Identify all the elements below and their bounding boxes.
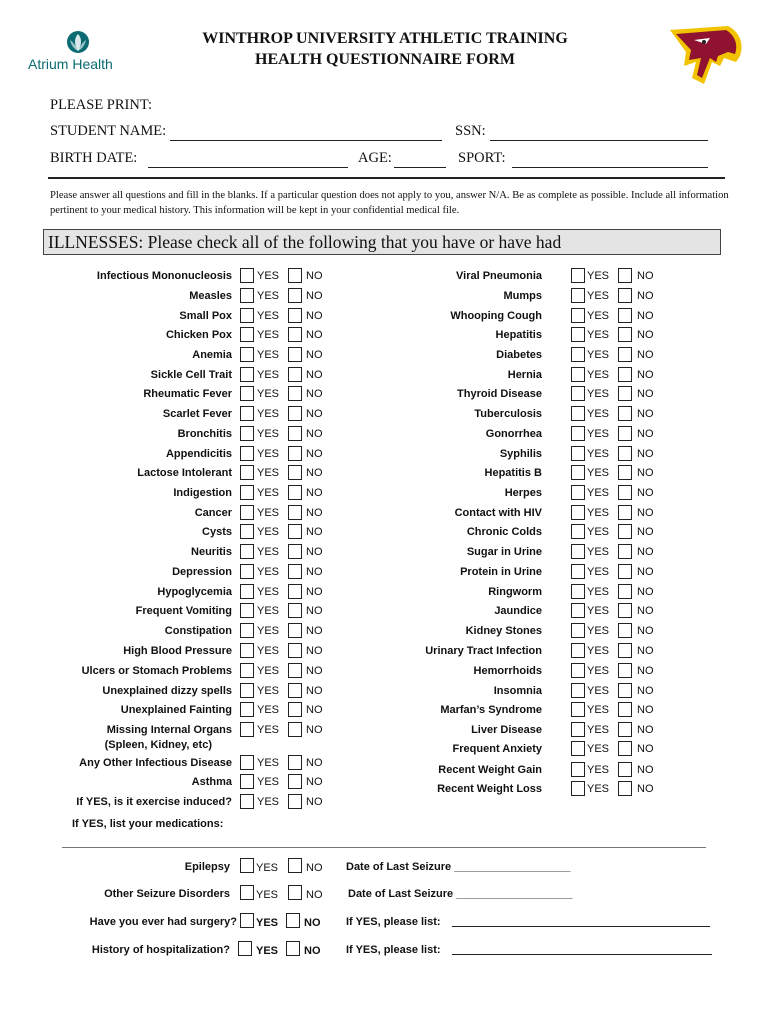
yes-label: YES bbox=[257, 704, 280, 716]
illness-label: Bronchitis bbox=[177, 428, 232, 440]
no-label: NO bbox=[637, 625, 654, 637]
yes-checkbox[interactable] bbox=[571, 564, 585, 579]
no-label: NO bbox=[637, 369, 654, 381]
yes-checkbox[interactable] bbox=[571, 485, 585, 500]
yes-checkbox[interactable] bbox=[571, 367, 585, 382]
yes-label: YES bbox=[257, 685, 280, 697]
yes-label: YES bbox=[587, 685, 610, 697]
yes-label: YES bbox=[587, 743, 610, 755]
no-label: NO bbox=[637, 566, 654, 578]
illness-row-right bbox=[0, 288, 770, 306]
yes-checkbox[interactable] bbox=[571, 683, 585, 698]
yes-checkbox[interactable] bbox=[571, 386, 585, 401]
hospitalization-no-label: NO bbox=[304, 945, 321, 957]
medications-label: If YES, list your medications: bbox=[72, 818, 224, 830]
yes-checkbox[interactable] bbox=[571, 762, 585, 777]
hospitalization-no-checkbox[interactable] bbox=[286, 941, 300, 956]
no-label: NO bbox=[306, 724, 323, 736]
no-label: NO bbox=[306, 388, 323, 400]
illness-row-right bbox=[0, 762, 770, 780]
illness-row-right bbox=[0, 741, 770, 759]
yes-checkbox[interactable] bbox=[571, 741, 585, 756]
yes-label: YES bbox=[257, 605, 280, 617]
illness-label: Frequent Vomiting bbox=[135, 605, 232, 617]
no-label: NO bbox=[637, 743, 654, 755]
yes-label: YES bbox=[257, 349, 280, 361]
student-name-field[interactable] bbox=[170, 126, 442, 141]
medications-line[interactable] bbox=[62, 847, 706, 848]
no-label: NO bbox=[306, 329, 323, 341]
no-label: NO bbox=[306, 369, 323, 381]
no-label: NO bbox=[637, 310, 654, 322]
yes-label: YES bbox=[257, 724, 280, 736]
hospitalization-yes-label: YES bbox=[256, 945, 279, 957]
no-checkbox[interactable] bbox=[618, 386, 632, 401]
no-label: NO bbox=[306, 625, 323, 637]
illness-label: Recent Weight Gain bbox=[438, 764, 542, 776]
no-label: NO bbox=[637, 428, 654, 440]
winthrop-eagle-logo bbox=[666, 22, 746, 90]
eagle-head-icon bbox=[666, 22, 746, 90]
yes-label: YES bbox=[257, 388, 280, 400]
no-label: NO bbox=[306, 645, 323, 657]
no-label: NO bbox=[306, 349, 323, 361]
illness-label: Anemia bbox=[192, 349, 232, 361]
illness-label: Infectious Mononucleosis bbox=[96, 270, 232, 282]
yes-label: YES bbox=[587, 408, 610, 420]
no-label: NO bbox=[637, 764, 654, 776]
epilepsy-no-checkbox[interactable] bbox=[288, 858, 302, 873]
illness-label: Viral Pneumonia bbox=[456, 270, 542, 282]
no-label: NO bbox=[306, 665, 323, 677]
illness-label: Whooping Cough bbox=[450, 310, 542, 322]
yes-label: YES bbox=[587, 665, 610, 677]
other-seizure-no-label: NO bbox=[306, 889, 323, 901]
illness-label: Sickle Cell Trait bbox=[150, 369, 232, 381]
no-label: NO bbox=[306, 428, 323, 440]
illness-label: Rheumatic Fever bbox=[143, 388, 232, 400]
no-label: NO bbox=[637, 685, 654, 697]
no-checkbox[interactable] bbox=[618, 781, 632, 796]
yes-checkbox[interactable] bbox=[571, 722, 585, 737]
no-label: NO bbox=[637, 487, 654, 499]
no-label: NO bbox=[637, 704, 654, 716]
yes-label: YES bbox=[587, 546, 610, 558]
illness-row-right bbox=[0, 603, 770, 621]
hospitalization-list-label: If YES, please list: bbox=[346, 944, 441, 956]
illness-label: Scarlet Fever bbox=[162, 408, 232, 420]
sport-label: SPORT: bbox=[458, 150, 506, 166]
yes-label: YES bbox=[257, 290, 280, 302]
no-label: NO bbox=[637, 448, 654, 460]
illness-label: Constipation bbox=[164, 625, 232, 637]
yes-label: YES bbox=[587, 586, 610, 598]
no-label: NO bbox=[637, 388, 654, 400]
no-label: NO bbox=[306, 270, 323, 282]
no-checkbox[interactable] bbox=[618, 584, 632, 599]
illness-label: Lactose Intolerant bbox=[137, 467, 232, 479]
no-label: NO bbox=[637, 467, 654, 479]
no-checkbox[interactable] bbox=[618, 623, 632, 638]
epilepsy-label: Epilepsy bbox=[184, 861, 230, 873]
no-checkbox[interactable] bbox=[618, 367, 632, 382]
illness-row-right bbox=[0, 781, 770, 799]
illness-label: Missing Internal Organs bbox=[106, 724, 232, 736]
yes-label: YES bbox=[257, 546, 280, 558]
illness-label: Kidney Stones bbox=[465, 625, 542, 637]
illness-label: Depression bbox=[172, 566, 232, 578]
no-checkbox[interactable] bbox=[618, 406, 632, 421]
illness-label: Mumps bbox=[503, 290, 542, 302]
yes-label: YES bbox=[587, 329, 610, 341]
yes-label: YES bbox=[257, 757, 280, 769]
illness-label: Tuberculosis bbox=[474, 408, 542, 420]
yes-checkbox[interactable] bbox=[571, 446, 585, 461]
surgery-list-label: If YES, please list: bbox=[346, 916, 441, 928]
yes-checkbox[interactable] bbox=[571, 524, 585, 539]
illness-label: If YES, is it exercise induced? bbox=[76, 796, 232, 808]
yes-checkbox[interactable] bbox=[571, 505, 585, 520]
no-label: NO bbox=[637, 408, 654, 420]
yes-label: YES bbox=[587, 270, 610, 282]
yes-checkbox[interactable] bbox=[571, 465, 585, 480]
no-checkbox[interactable] bbox=[618, 505, 632, 520]
yes-checkbox[interactable] bbox=[571, 603, 585, 618]
no-label: NO bbox=[637, 605, 654, 617]
yes-checkbox[interactable] bbox=[571, 781, 585, 796]
yes-checkbox[interactable] bbox=[571, 347, 585, 362]
epilepsy-yes-label: YES bbox=[256, 862, 279, 874]
yes-label: YES bbox=[587, 645, 610, 657]
yes-label: YES bbox=[587, 467, 610, 479]
illness-row-right bbox=[0, 406, 770, 424]
surgery-no-checkbox[interactable] bbox=[286, 913, 300, 928]
no-checkbox[interactable] bbox=[618, 762, 632, 777]
no-label: NO bbox=[306, 566, 323, 578]
no-checkbox[interactable] bbox=[618, 446, 632, 461]
illness-row-right bbox=[0, 702, 770, 720]
epilepsy-yes-checkbox[interactable] bbox=[240, 858, 254, 873]
illness-label: Chronic Colds bbox=[466, 526, 542, 538]
surgery-no-label: NO bbox=[304, 917, 321, 929]
no-label: NO bbox=[306, 408, 323, 420]
no-label: NO bbox=[306, 507, 323, 519]
illness-row-right bbox=[0, 465, 770, 483]
please-print-label: PLEASE PRINT: bbox=[50, 97, 152, 113]
no-checkbox[interactable] bbox=[618, 347, 632, 362]
no-checkbox[interactable] bbox=[618, 327, 632, 342]
no-checkbox[interactable] bbox=[618, 683, 632, 698]
epilepsy-no-label: NO bbox=[306, 862, 323, 874]
yes-label: YES bbox=[257, 467, 280, 479]
illness-label: Thyroid Disease bbox=[457, 388, 542, 400]
illness-label: Protein in Urine bbox=[460, 566, 542, 578]
illness-label: Hemorrhoids bbox=[473, 665, 542, 677]
illness-row-right bbox=[0, 584, 770, 602]
illness-label: Appendicitis bbox=[165, 448, 232, 460]
illness-label: Indigestion bbox=[173, 487, 232, 499]
no-checkbox[interactable] bbox=[618, 643, 632, 658]
yes-checkbox[interactable] bbox=[571, 268, 585, 283]
no-label: NO bbox=[637, 546, 654, 558]
no-label: NO bbox=[637, 290, 654, 302]
yes-label: YES bbox=[257, 507, 280, 519]
hospitalization-label: History of hospitalization? bbox=[91, 944, 230, 956]
seizure-date-2[interactable]: Date of Last Seizure ___________________ bbox=[348, 888, 573, 900]
no-label: NO bbox=[306, 448, 323, 460]
no-label: NO bbox=[637, 526, 654, 538]
yes-checkbox[interactable] bbox=[571, 544, 585, 559]
illness-row-right bbox=[0, 544, 770, 562]
yes-checkbox[interactable] bbox=[571, 288, 585, 303]
yes-label: YES bbox=[257, 776, 280, 788]
missing-organs-sublabel: (Spleen, Kidney, etc) bbox=[104, 739, 212, 751]
no-label: NO bbox=[306, 487, 323, 499]
illness-label: Frequent Anxiety bbox=[452, 743, 542, 755]
yes-checkbox[interactable] bbox=[571, 584, 585, 599]
no-checkbox[interactable] bbox=[618, 288, 632, 303]
illness-label: Marfan’s Syndrome bbox=[440, 704, 542, 716]
surgery-yes-label: YES bbox=[256, 917, 279, 929]
no-checkbox[interactable] bbox=[618, 524, 632, 539]
illness-row-right bbox=[0, 564, 770, 582]
yes-label: YES bbox=[257, 329, 280, 341]
illness-label: Liver Disease bbox=[471, 724, 542, 736]
yes-checkbox[interactable] bbox=[571, 643, 585, 658]
yes-label: YES bbox=[587, 310, 610, 322]
illness-label: Sugar in Urine bbox=[466, 546, 542, 558]
illness-label: Jaundice bbox=[494, 605, 542, 617]
illness-row-right bbox=[0, 623, 770, 641]
illness-label: Cancer bbox=[194, 507, 232, 519]
yes-label: YES bbox=[587, 487, 610, 499]
illness-row-right bbox=[0, 683, 770, 701]
no-checkbox[interactable] bbox=[618, 426, 632, 441]
yes-label: YES bbox=[587, 507, 610, 519]
yes-label: YES bbox=[587, 724, 610, 736]
other-seizure-no-checkbox[interactable] bbox=[288, 885, 302, 900]
no-checkbox[interactable] bbox=[618, 544, 632, 559]
illness-row-right bbox=[0, 524, 770, 542]
illness-label: Hernia bbox=[507, 369, 542, 381]
illness-row-right bbox=[0, 485, 770, 503]
illness-label: Insomnia bbox=[493, 685, 542, 697]
yes-label: YES bbox=[257, 408, 280, 420]
no-label: NO bbox=[306, 310, 323, 322]
yes-label: YES bbox=[257, 796, 280, 808]
illness-row-right bbox=[0, 446, 770, 464]
illness-label: High Blood Pressure bbox=[123, 645, 232, 657]
illness-label: Ringworm bbox=[488, 586, 542, 598]
sport-field[interactable] bbox=[512, 153, 708, 168]
illness-row-right bbox=[0, 327, 770, 345]
illness-row-right bbox=[0, 505, 770, 523]
illness-label: Hepatitis bbox=[495, 329, 542, 341]
no-label: NO bbox=[637, 645, 654, 657]
yes-label: YES bbox=[257, 566, 280, 578]
illness-row-right bbox=[0, 347, 770, 365]
illness-row-right bbox=[0, 386, 770, 404]
yes-label: YES bbox=[257, 270, 280, 282]
no-checkbox[interactable] bbox=[618, 741, 632, 756]
no-label: NO bbox=[637, 724, 654, 736]
yes-label: YES bbox=[587, 369, 610, 381]
surgery-yes-checkbox[interactable] bbox=[240, 913, 254, 928]
no-checkbox[interactable] bbox=[618, 564, 632, 579]
illness-label: Recent Weight Loss bbox=[437, 783, 542, 795]
yes-checkbox[interactable] bbox=[571, 426, 585, 441]
yes-checkbox[interactable] bbox=[571, 663, 585, 678]
divider bbox=[48, 177, 725, 179]
surgery-label: Have you ever had surgery? bbox=[89, 916, 237, 928]
no-checkbox[interactable] bbox=[618, 465, 632, 480]
yes-label: YES bbox=[587, 428, 610, 440]
illness-label: Measles bbox=[189, 290, 232, 302]
illness-row-right bbox=[0, 722, 770, 740]
yes-label: YES bbox=[587, 566, 610, 578]
no-label: NO bbox=[306, 685, 323, 697]
no-checkbox[interactable] bbox=[618, 308, 632, 323]
no-label: NO bbox=[306, 467, 323, 479]
no-label: NO bbox=[306, 776, 323, 788]
illness-label: Chicken Pox bbox=[165, 329, 232, 341]
illness-label: Urinary Tract Infection bbox=[425, 645, 542, 657]
other-seizure-label: Other Seizure Disorders bbox=[104, 888, 230, 900]
yes-label: YES bbox=[257, 310, 280, 322]
yes-label: YES bbox=[587, 526, 610, 538]
yes-label: YES bbox=[257, 487, 280, 499]
no-checkbox[interactable] bbox=[618, 663, 632, 678]
illness-label: Small Pox bbox=[179, 310, 232, 322]
illness-label: Neuritis bbox=[191, 546, 232, 558]
yes-checkbox[interactable] bbox=[571, 406, 585, 421]
illness-label: Ulcers or Stomach Problems bbox=[81, 665, 232, 677]
illness-row-right bbox=[0, 643, 770, 661]
surgery-list-field[interactable] bbox=[452, 914, 710, 927]
no-label: NO bbox=[637, 507, 654, 519]
illnesses-heading: ILLNESSES: Please check all of the following that you have or have had bbox=[48, 232, 562, 252]
age-field[interactable] bbox=[394, 153, 446, 168]
seizure-date-1[interactable]: Date of Last Seizure ___________________ bbox=[346, 861, 571, 873]
no-checkbox[interactable] bbox=[618, 722, 632, 737]
no-label: NO bbox=[306, 586, 323, 598]
ssn-label: SSN: bbox=[455, 123, 486, 139]
birth-date-field[interactable] bbox=[148, 153, 348, 168]
yes-label: YES bbox=[587, 625, 610, 637]
no-label: NO bbox=[306, 526, 323, 538]
yes-checkbox[interactable] bbox=[571, 702, 585, 717]
other-seizure-yes-label: YES bbox=[256, 889, 279, 901]
yes-checkbox[interactable] bbox=[571, 308, 585, 323]
illness-label: Hepatitis B bbox=[484, 467, 542, 479]
other-seizure-yes-checkbox[interactable] bbox=[240, 885, 254, 900]
no-label: NO bbox=[637, 783, 654, 795]
illness-label: Gonorrhea bbox=[485, 428, 542, 440]
illness-label: Hypoglycemia bbox=[157, 586, 232, 598]
illness-label: Unexplained dizzy spells bbox=[102, 685, 232, 697]
yes-checkbox[interactable] bbox=[571, 327, 585, 342]
yes-label: YES bbox=[587, 290, 610, 302]
no-checkbox[interactable] bbox=[618, 485, 632, 500]
yes-label: YES bbox=[257, 369, 280, 381]
yes-label: YES bbox=[257, 526, 280, 538]
illness-label: Herpes bbox=[504, 487, 542, 499]
no-label: NO bbox=[637, 329, 654, 341]
age-label: AGE: bbox=[358, 150, 392, 166]
no-label: NO bbox=[637, 270, 654, 282]
yes-label: YES bbox=[257, 428, 280, 440]
hospitalization-yes-checkbox[interactable] bbox=[238, 941, 252, 956]
yes-label: YES bbox=[587, 388, 610, 400]
yes-label: YES bbox=[587, 783, 610, 795]
yes-checkbox[interactable] bbox=[571, 623, 585, 638]
no-label: NO bbox=[306, 796, 323, 808]
no-label: NO bbox=[637, 665, 654, 677]
no-label: NO bbox=[306, 546, 323, 558]
illness-label: Cysts bbox=[202, 526, 232, 538]
form-title-line2: HEALTH QUESTIONNAIRE FORM bbox=[255, 51, 515, 68]
no-label: NO bbox=[306, 757, 323, 769]
yes-label: YES bbox=[257, 665, 280, 677]
illness-row-right bbox=[0, 268, 770, 286]
yes-label: YES bbox=[587, 704, 610, 716]
yes-label: YES bbox=[257, 625, 280, 637]
no-label: NO bbox=[306, 605, 323, 617]
no-label: NO bbox=[637, 586, 654, 598]
yes-label: YES bbox=[257, 645, 280, 657]
yes-label: YES bbox=[587, 349, 610, 361]
yes-label: YES bbox=[257, 586, 280, 598]
illness-label: Asthma bbox=[191, 776, 232, 788]
no-checkbox[interactable] bbox=[618, 268, 632, 283]
yes-label: YES bbox=[587, 764, 610, 776]
illness-row-right bbox=[0, 426, 770, 444]
illnesses-heading-box bbox=[43, 229, 721, 255]
no-label: NO bbox=[637, 349, 654, 361]
student-name-label: STUDENT NAME: bbox=[50, 123, 167, 139]
ssn-field[interactable] bbox=[490, 126, 708, 141]
hospitalization-list-field[interactable] bbox=[452, 942, 712, 955]
yes-label: YES bbox=[587, 605, 610, 617]
no-checkbox[interactable] bbox=[618, 702, 632, 717]
illness-label: Syphilis bbox=[499, 448, 542, 460]
atrium-logo-text: Atrium Health bbox=[28, 56, 113, 72]
form-title-line1: WINTHROP UNIVERSITY ATHLETIC TRAINING bbox=[202, 30, 568, 47]
no-checkbox[interactable] bbox=[618, 603, 632, 618]
instructions-text: Please answer all questions and fill in the blanks. If a particular question does not apply to you, answer N/A. Be as complete as possible. Include all information pertinent to your medical history. This information will be kept in your confidential medical file. bbox=[50, 190, 729, 216]
illness-label: Diabetes bbox=[496, 349, 542, 361]
illness-label: Any Other Infectious Disease bbox=[79, 757, 232, 769]
yes-label: YES bbox=[587, 448, 610, 460]
birth-date-label: BIRTH DATE: bbox=[50, 150, 138, 166]
illness-row-right bbox=[0, 308, 770, 326]
illness-label: Unexplained Fainting bbox=[120, 704, 232, 716]
illness-row-right bbox=[0, 663, 770, 681]
no-label: NO bbox=[306, 290, 323, 302]
illness-label: Contact with HIV bbox=[454, 507, 542, 519]
yes-label: YES bbox=[257, 448, 280, 460]
no-label: NO bbox=[306, 704, 323, 716]
illness-row-right bbox=[0, 367, 770, 385]
